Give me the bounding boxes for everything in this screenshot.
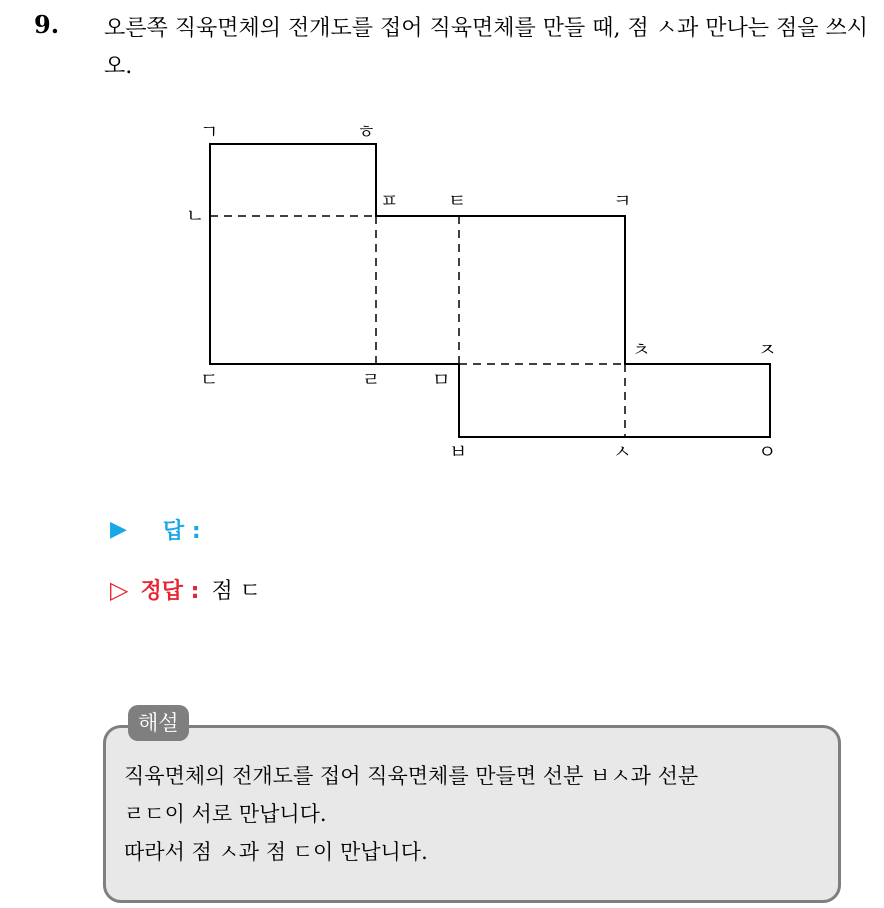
vertex-label: ㅍ (380, 190, 399, 212)
explanation-line: ㄹㄷ이 서로 만납니다. (124, 802, 327, 826)
vertex-label: ㅇ (758, 441, 777, 462)
vertex-label: ㅂ (449, 441, 468, 462)
net-diagram (180, 112, 800, 462)
net-outline (210, 144, 770, 437)
explanation-line: 직육면체의 전개도를 접어 직육면체를 만들면 선분 ㅂㅅ과 선분 (124, 764, 699, 788)
question-text: 오른쪽 직육면체의 전개도를 접어 직육면체를 만들 때, 점 ㅅ과 만나는 점을 쓰시오. (104, 16, 868, 79)
correct-answer-row (110, 574, 261, 605)
vertex-label: ㅅ (613, 441, 632, 462)
vertex-label: ㅁ (432, 369, 451, 391)
vertex-label: ㄹ (362, 369, 381, 391)
vertex-label: ㅊ (632, 339, 651, 361)
explanation-text (124, 757, 834, 871)
vertex-label: ㄷ (200, 369, 219, 391)
correct-marker-icon: ▷ (110, 575, 129, 604)
vertex-label: ㅎ (357, 121, 376, 143)
correct-value: 점 ㄷ (211, 579, 261, 604)
explanation-tag: 해설 (128, 705, 189, 741)
question-number: 9. (34, 10, 60, 39)
vertex-label: ㅈ (758, 339, 777, 361)
answer-label: 답 : (162, 519, 201, 544)
vertex-label: ㄱ (200, 121, 219, 143)
answer-row (110, 514, 201, 545)
vertex-label: ㅋ (613, 190, 632, 212)
vertex-label: ㄴ (186, 205, 205, 227)
correct-label: 정답 : (140, 579, 200, 604)
vertex-label: ㅌ (448, 190, 467, 212)
explanation-line: 따라서 점 ㅅ과 점 ㄷ이 만납니다. (124, 840, 428, 864)
answer-marker-icon: ▶ (110, 517, 127, 542)
